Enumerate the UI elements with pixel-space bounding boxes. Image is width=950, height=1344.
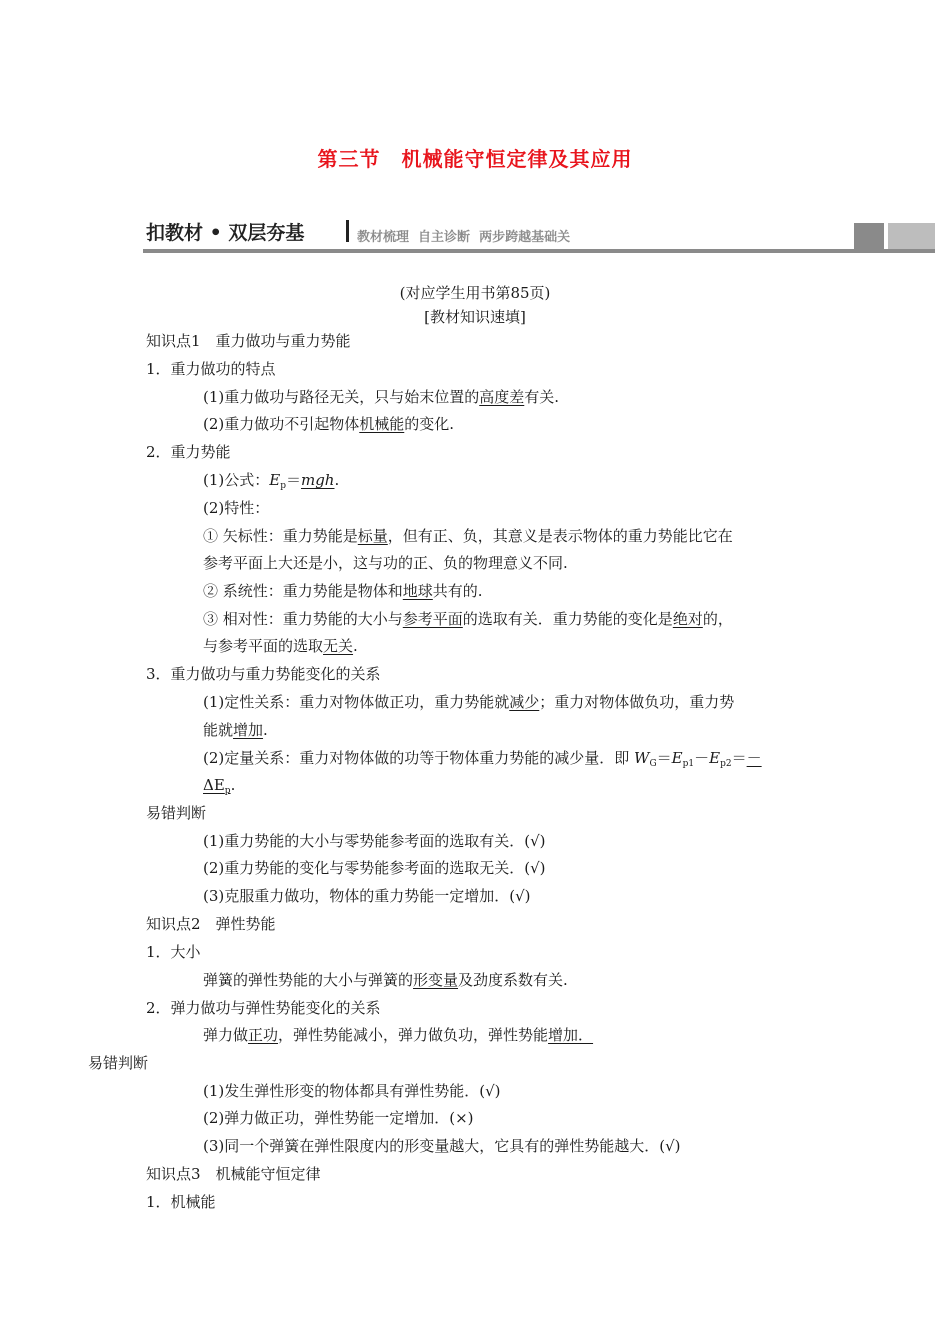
kp1-quant-line1: (2)定量关系：重力对物体做的功等于物体重力势能的减少量．即 $W_G=E_{p1}-E_{p2}=-$ <box>203 749 762 769</box>
banner-dark-block <box>854 223 884 249</box>
kp1-s2-title: 2．重力势能 <box>146 443 231 461</box>
kp1-s1-item1: (1)重力做功与路径无关，只与始末位置的高度差有关. <box>203 388 560 406</box>
section-tag: [教材知识速填] <box>424 308 526 326</box>
banner-underline <box>143 249 935 253</box>
kp1-quant-line2: $\Delta E_p$. <box>203 776 236 796</box>
judge1-item: (3)克服重力做功，物体的重力势能一定增加．(√) <box>203 887 531 905</box>
kp1-qual-line2: 能就增加. <box>203 721 268 739</box>
kp2-s2-text: 弹力做正功，弹性势能减小，弹力做负功，弹性势能增加． <box>203 1026 594 1044</box>
answer-blank: 减少 <box>509 693 540 711</box>
judge1-item: (1)重力势能的大小与零势能参考面的选取有关．(√) <box>203 832 546 850</box>
kp1-relative-line1: ③ 相对性：重力势能的大小与参考平面的选取有关．重力势能的变化是绝对的， <box>203 610 733 628</box>
answer-blank: 正功 <box>248 1026 279 1044</box>
kp1-s1-title: 1．重力做功的特点 <box>146 360 276 378</box>
kp1-s3-title: 3．重力做功与重力势能变化的关系 <box>146 665 381 683</box>
judge2-item: (2)弹力做正功，弹性势能一定增加．(×) <box>203 1109 474 1127</box>
kp1-relative-line2: 与参考平面的选取无关. <box>203 637 358 655</box>
judge2-title: 易错判断 <box>88 1054 149 1072</box>
answer-blank: － <box>746 749 762 767</box>
kp2-s2-title: 2．弹力做功与弹性势能变化的关系 <box>146 999 381 1017</box>
kp3-s1-title: 1．机械能 <box>146 1193 216 1211</box>
judge1-item: (2)重力势能的变化与零势能参考面的选取无关．(√) <box>203 859 546 877</box>
judge2-item: (1)发生弹性形变的物体都具有弹性势能．(√) <box>203 1082 501 1100</box>
banner-divider <box>346 220 349 242</box>
answer-blank: 参考平面 <box>402 610 463 628</box>
page-title: 第三节 机械能守恒定律及其应用 <box>317 147 633 171</box>
kp1-formula: (1)公式：$E_p=mgh$. <box>203 471 340 491</box>
banner-title: 扣教材 • 双层夯基 <box>146 222 305 244</box>
kp2-s1-title: 1．大小 <box>146 943 201 961</box>
kp1-qual-line1: (1)定性关系：重力对物体做正功，重力势能就减少；重力对物体做负功，重力势 <box>203 693 735 711</box>
kp1-s1-item2: (2)重力做功不引起物体机械能的变化. <box>203 415 455 433</box>
answer-blank: mgh <box>300 471 335 489</box>
answer-blank: 增加 <box>233 721 264 739</box>
answer-blank: $\Delta E_p$ <box>203 776 231 796</box>
banner-subtitle: 教材梳理 自主诊断 两步跨越基础关 <box>357 230 571 245</box>
answer-blank: 绝对 <box>672 610 703 628</box>
answer-blank: 形变量 <box>413 971 459 989</box>
kp1-heading: 知识点1 重力做功与重力势能 <box>146 332 351 350</box>
kp2-heading: 知识点2 弹性势能 <box>146 915 276 933</box>
answer-blank: 增加． <box>548 1026 594 1044</box>
kp2-s1-text: 弹簧的弹性势能的大小与弹簧的形变量及劲度系数有关. <box>203 971 568 989</box>
section-banner <box>143 218 935 254</box>
kp3-heading: 知识点3 机械能守恒定律 <box>146 1165 321 1183</box>
answer-blank: 机械能 <box>359 415 405 433</box>
banner-light-block <box>888 223 935 249</box>
page-reference: (对应学生用书第85页) <box>399 284 551 302</box>
answer-blank: 地球 <box>402 582 433 600</box>
answer-blank: 无关 <box>323 637 354 655</box>
kp1-char-title: (2)特性： <box>203 499 270 517</box>
kp1-vector-line2: 参考平面上大还是小，这与功的正、负的物理意义不同. <box>203 554 568 572</box>
judge2-item: (3)同一个弹簧在弹性限度内的形变量越大，它具有的弹性势能越大．(√) <box>203 1137 681 1155</box>
judge1-title: 易错判断 <box>146 804 207 822</box>
answer-blank: 高度差 <box>479 388 525 406</box>
kp1-vector-line1: ① 矢标性：重力势能是标量，但有正、负，其意义是表示物体的重力势能比它在 <box>203 527 733 545</box>
answer-blank: 标量 <box>357 527 388 545</box>
kp1-system: ② 系统性：重力势能是物体和地球共有的. <box>203 582 483 600</box>
